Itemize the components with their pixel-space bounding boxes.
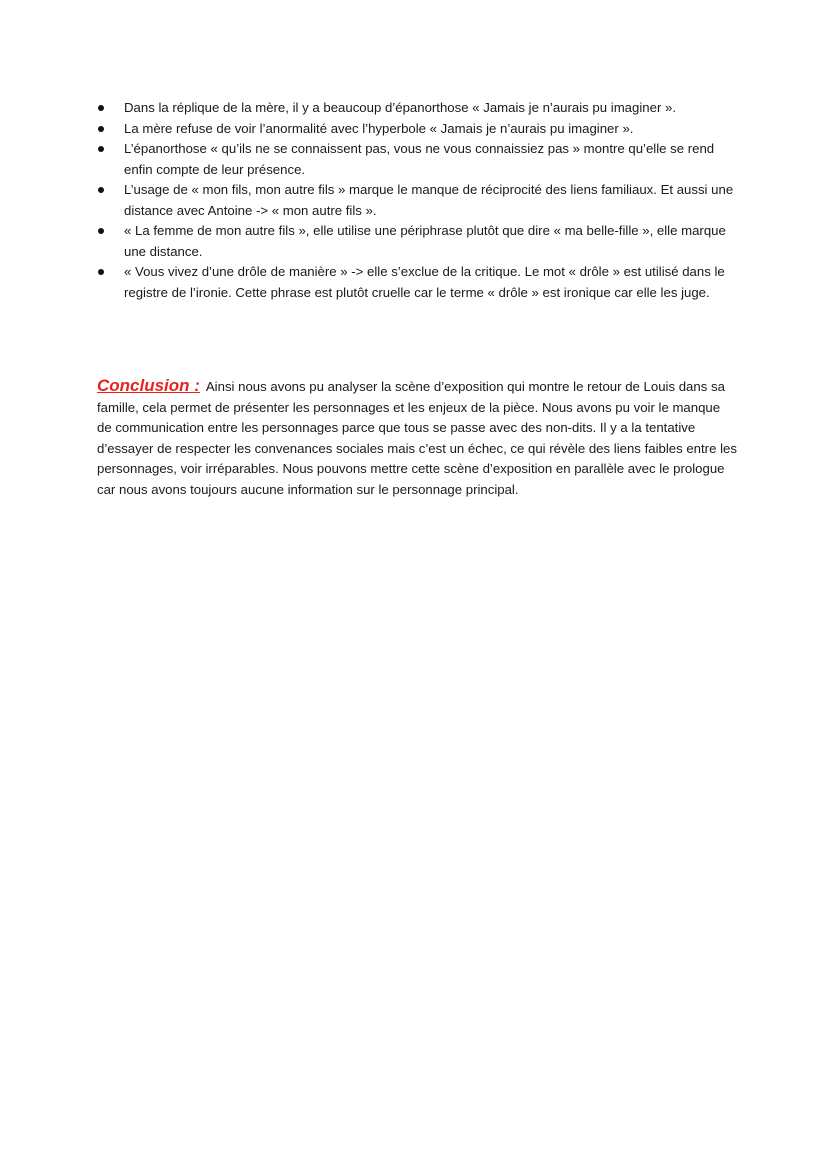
bullet-text: Dans la réplique de la mère, il y a beaucoup d’épanorthose « Jamais je n’aurais pu imaginer ». — [124, 100, 677, 115]
bullet-text: « Vous vivez d’une drôle de manière » -> elle s’exclue de la critique. Le mot « drôle » est utilisé dans le registre de l’ironie. Cette phrase est plutôt cruelle car le terme « drôle » est ironique car elle les juge. — [124, 264, 725, 300]
bullet-item — [97, 221, 737, 262]
bullet-item — [97, 262, 737, 303]
bullet-list — [97, 98, 737, 303]
bullet-item — [97, 180, 737, 221]
bullet-dot-icon — [98, 105, 104, 111]
bullet-dot-icon — [98, 146, 104, 152]
bullet-text: L’usage de « mon fils, mon autre fils » marque le manque de réciprocité des liens familiaux. Et aussi une distance avec Antoine -> « mon autre fils ». — [124, 182, 734, 218]
bullet-dot-icon — [98, 126, 104, 132]
bullet-item — [97, 119, 737, 140]
bullet-text: La mère refuse de voir l’anormalité avec l’hyperbole « Jamais je n’aurais pu imaginer ». — [124, 120, 634, 136]
bullet-dot-icon — [98, 187, 104, 193]
bullet-dot-icon — [98, 269, 104, 275]
bullet-text: « La femme de mon autre fils », elle utilise une périphrase plutôt que dire « ma belle-fille », elle marque une distance. — [124, 223, 726, 259]
bullet-text: L’épanorthose « qu’ils ne se connaissent pas, vous ne vous connaissiez pas » montre qu’elle se rend enfin compte de leur présence. — [124, 141, 715, 177]
conclusion-paragraph — [97, 376, 737, 500]
bullet-item — [97, 139, 737, 180]
conclusion-text: Ainsi nous avons pu analyser la scène d’exposition qui montre le retour de Louis dans sa famille, cela permet de présenter les personnages et les enjeux de la pièce. Nous avons pu voir le manque de communication entre les personnages parce que tous se passe avec des non-dits. Il y a la tentative d’essayer de respecter les convenances sociales mais c’est un échec, ce qui révèle des liens faibles entre les personnages, voir irréparables. Nous pouvons mettre cette scène d’exposition en parallèle avec le prologue car nous avons toujours aucune information sur le personnage principal. — [97, 379, 737, 497]
conclusion-heading: Conclusion : — [97, 376, 200, 395]
bullet-dot-icon — [98, 228, 104, 234]
bullet-item — [97, 98, 737, 119]
